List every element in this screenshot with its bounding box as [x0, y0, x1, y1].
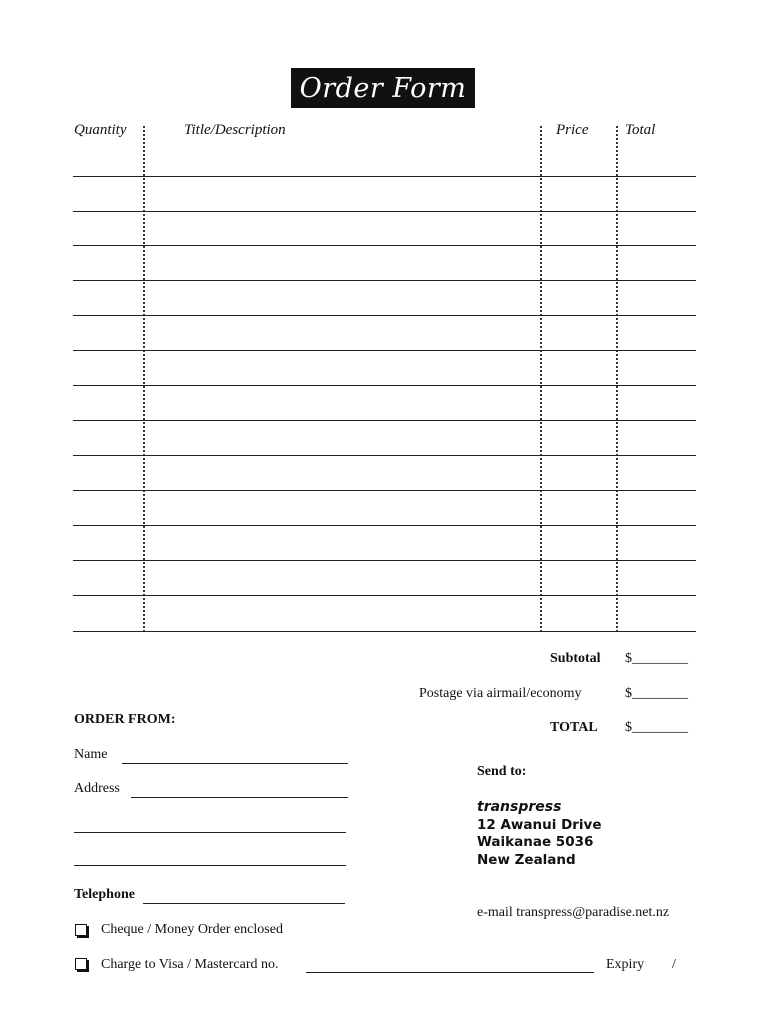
order-from-heading: ORDER FROM:: [74, 712, 176, 727]
email-text: e-mail transpress@paradise.net.nz: [477, 905, 670, 920]
name-label: Name: [74, 747, 108, 762]
order-row-line[interactable]: [73, 525, 696, 526]
subtotal-field[interactable]: $________: [625, 651, 688, 666]
subtotal-label: Subtotal: [550, 651, 601, 666]
column-header-total: Total: [625, 122, 656, 138]
order-row-line[interactable]: [73, 350, 696, 351]
postage-field[interactable]: $________: [625, 686, 688, 701]
company-name: transpress: [477, 799, 562, 815]
card-label: Charge to Visa / Mastercard no.: [101, 957, 279, 972]
cheque-checkbox[interactable]: [75, 924, 87, 936]
column-header-price: Price: [556, 122, 589, 138]
address-field-line-1[interactable]: [131, 797, 348, 798]
order-row-line[interactable]: [73, 420, 696, 421]
order-row-line[interactable]: [73, 631, 696, 632]
column-divider-price: [616, 126, 618, 632]
address-label: Address: [74, 781, 120, 796]
expiry-separator: /: [672, 957, 676, 972]
order-row-line[interactable]: [73, 176, 696, 177]
column-divider-quantity: [143, 126, 145, 632]
page-title: Order Form: [291, 68, 475, 108]
column-header-title: Title/Description: [184, 122, 286, 138]
order-row-line[interactable]: [73, 490, 696, 491]
order-row-line[interactable]: [73, 211, 696, 212]
address-street: 12 Awanui Drive: [477, 817, 602, 833]
order-row-line[interactable]: [73, 245, 696, 246]
address-field-line-2[interactable]: [74, 832, 346, 833]
card-checkbox[interactable]: [75, 958, 87, 970]
address-city: Waikanae 5036: [477, 834, 594, 850]
total-label: TOTAL: [550, 720, 598, 735]
postage-label: Postage via airmail/economy: [419, 686, 582, 701]
name-field[interactable]: [122, 763, 348, 764]
order-row-line[interactable]: [73, 560, 696, 561]
address-field-line-3[interactable]: [74, 865, 346, 866]
telephone-field[interactable]: [143, 903, 345, 904]
total-field[interactable]: $________: [625, 720, 688, 735]
cheque-label: Cheque / Money Order enclosed: [101, 922, 283, 937]
telephone-label: Telephone: [74, 887, 135, 902]
order-row-line[interactable]: [73, 385, 696, 386]
column-divider-title: [540, 126, 542, 632]
expiry-label: Expiry: [606, 957, 645, 972]
card-number-field[interactable]: [306, 972, 594, 973]
order-row-line[interactable]: [73, 280, 696, 281]
order-row-line[interactable]: [73, 315, 696, 316]
order-row-line[interactable]: [73, 455, 696, 456]
address-country: New Zealand: [477, 852, 576, 868]
column-header-quantity: Quantity: [74, 122, 127, 138]
send-to-heading: Send to:: [477, 764, 527, 779]
order-row-line[interactable]: [73, 595, 696, 596]
